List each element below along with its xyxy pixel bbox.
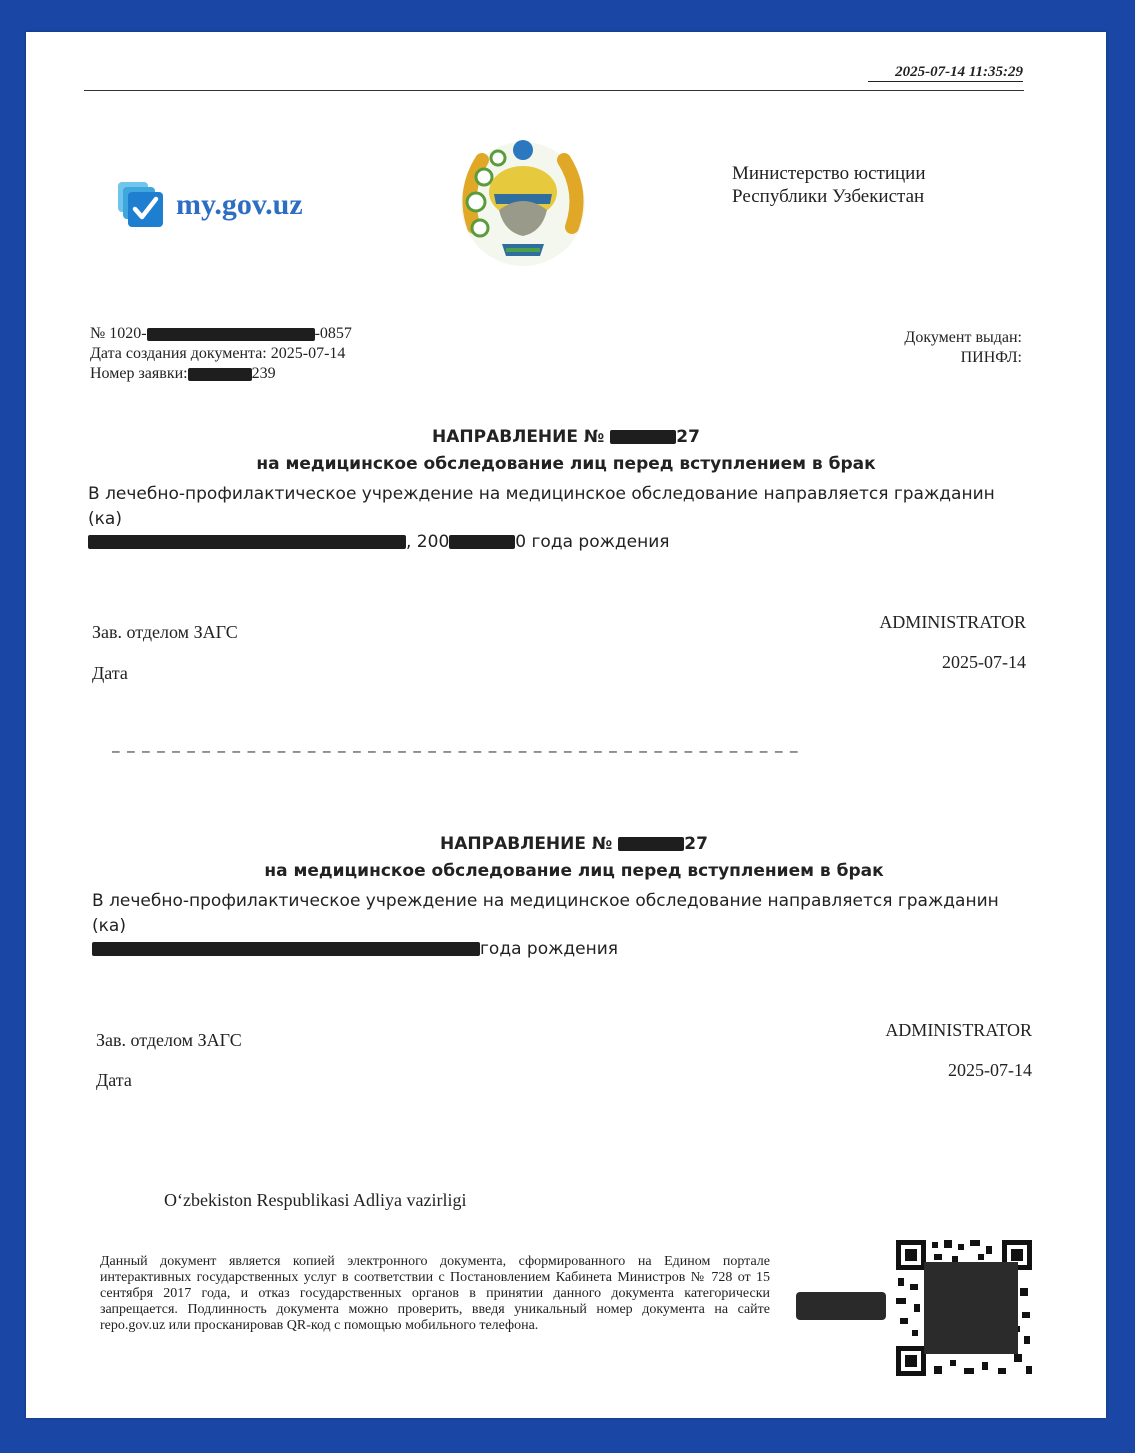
referral-1-person: , 200 0 года рождения <box>88 532 670 552</box>
issued-label: Документ выдан: <box>904 329 1022 346</box>
issued-to <box>786 328 1022 368</box>
ministry-name <box>732 162 926 208</box>
redaction <box>92 942 480 956</box>
header-rule <box>84 90 1024 91</box>
referral-2-sign-label: Зав. отделом ЗАГС <box>96 1030 242 1050</box>
doc-request-number: Номер заявки: 239 <box>90 365 276 382</box>
redaction <box>610 430 676 444</box>
referral-1-title: НАПРАВЛЕНИЕ № 27 <box>432 427 700 447</box>
ministry-name-uz: O‘zbekiston Respublikasi Adliya vazirligi <box>164 1190 467 1210</box>
referral-2-subtitle: на медицинское обследование лиц перед вступлением в брак <box>264 861 884 881</box>
ministry-line-2: Республики Узбекистан <box>732 186 925 207</box>
referral-1-date-label: Дата <box>92 663 128 683</box>
referral-2-date: 2025-07-14 <box>948 1060 1032 1080</box>
pinfl-label: ПИНФЛ: <box>960 349 1022 366</box>
print-timestamp: 2025-07-14 11:35:29 <box>868 64 1023 82</box>
redaction <box>88 535 406 549</box>
referral-2-title: НАПРАВЛЕНИЕ № 27 <box>440 834 708 854</box>
legal-disclaimer: Данный документ является копией электронного документа, сформированного на Едином портале интерактивных государственных услуг в соответствии с Постановлением Кабинета Министров № 728 от 15 сентября 2017 года, и отказ государственных органов в принятии данного документа категорически запрещается. Подлинность документа можно проверить, введя уникальный номер документа на сайте repo.gov.uz или просканировав QR-код с помощью мобильного телефона. <box>100 1254 770 1333</box>
referral-1-sign-label: Зав. отделом ЗАГС <box>92 622 238 642</box>
redaction <box>618 837 684 851</box>
referral-2-date-label: Дата <box>96 1070 132 1090</box>
doc-number: № 1020- -0857 <box>90 325 352 342</box>
doc-created: Дата создания документа: 2025-07-14 <box>90 345 346 362</box>
redaction <box>188 368 252 381</box>
referral-1-subtitle: на медицинское обследование лиц перед вступлением в брак <box>256 454 876 474</box>
redaction <box>796 1292 886 1320</box>
redaction <box>147 328 315 341</box>
referral-2-body: В лечебно-профилактическое учреждение на медицинское обследование направляется гражданин (ка) <box>92 891 999 936</box>
mygov-logo-text: my.gov.uz <box>176 188 303 221</box>
ministry-line-1: Министерство юстиции <box>732 163 926 184</box>
redaction <box>449 535 515 549</box>
qr-code[interactable] <box>894 1238 1034 1378</box>
doc-meta <box>90 324 352 384</box>
referral-2-signer: ADMINISTRATOR <box>885 1020 1032 1040</box>
state-emblem <box>454 132 592 270</box>
referral-1-signer: ADMINISTRATOR <box>879 612 1026 632</box>
cut-line: _ _ _ _ _ _ _ _ _ _ _ _ _ _ _ _ _ _ _ _ _ _ _ _ _ _ _ _ _ _ _ _ _ _ _ _ _ _ _ _ _ _ _ _ _ _ <box>112 735 799 753</box>
redaction <box>924 1262 1018 1354</box>
mygov-logo <box>116 180 346 232</box>
referral-1-body: В лечебно-профилактическое учреждение на медицинское обследование направляется гражданин (ка) <box>88 484 995 529</box>
checkbox-logo-icon <box>116 180 166 230</box>
document-page <box>26 32 1106 1418</box>
referral-1-date: 2025-07-14 <box>942 652 1026 672</box>
referral-2-person: года рождения <box>92 939 618 959</box>
